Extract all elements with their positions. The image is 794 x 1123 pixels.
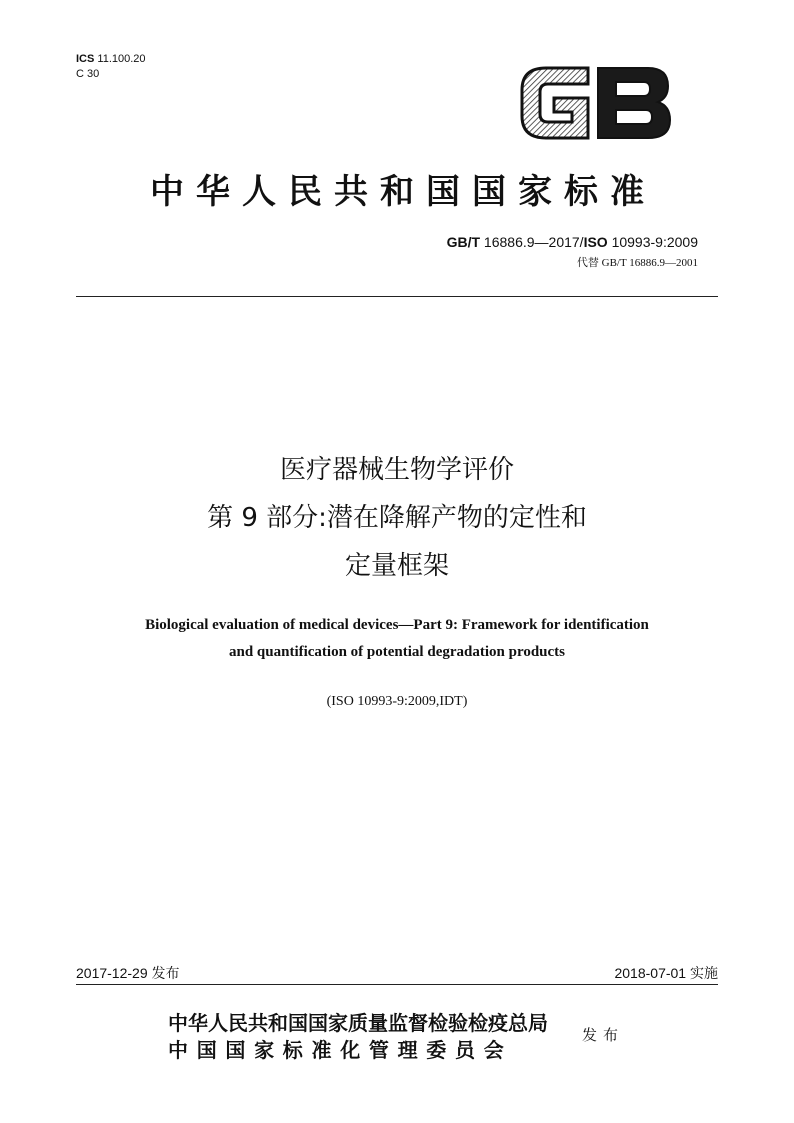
ics-value: 11.100.20 — [97, 53, 146, 65]
iso-equivalence: (ISO 10993-9:2009,IDT) — [326, 694, 468, 709]
english-title-line-1: Biological evaluation of medical devices—Part 9: Framework for identification — [145, 617, 649, 633]
chinese-title-line-2: 第 9 部分:潜在降解产物的定性和 — [207, 503, 587, 533]
ics-code — [76, 52, 146, 67]
iso-number: 10993-9:2009 — [611, 234, 698, 250]
gb-logo-icon — [516, 60, 676, 144]
issuer-sac: 中国国家标准化管理委员会 — [168, 1038, 513, 1062]
implementation-date: 2018-07-01 实施 — [614, 965, 718, 981]
country-standard-title: 中华人民共和国国家标准 — [150, 172, 656, 212]
chinese-title — [0, 446, 794, 590]
issuing-authorities — [168, 1010, 548, 1064]
standard-number — [447, 234, 698, 250]
gbt-number: 16886.9—2017/ — [483, 234, 584, 250]
publish-label: 发布 — [582, 1026, 625, 1044]
top-divider — [76, 296, 718, 297]
iso-prefix: ISO — [583, 234, 608, 250]
gbt-prefix: GB/T — [446, 234, 481, 250]
ccs-code: C 30 — [76, 68, 100, 80]
replaces-standard: 代替 GB/T 16886.9—2001 — [576, 257, 698, 269]
ics-label: ICS — [76, 53, 95, 65]
issue-date: 2017-12-29 发布 — [76, 965, 180, 981]
english-title-line-2: and quantification of potential degradation products — [228, 644, 566, 660]
bottom-divider — [76, 984, 718, 985]
issuer-aqsiq: 中华人民共和国国家质量监督检验检疫总局 — [168, 1011, 548, 1035]
chinese-title-line-3: 定量框架 — [344, 551, 449, 581]
classification-codes — [76, 52, 146, 82]
chinese-title-line-1: 医疗器械生物学评价 — [279, 455, 514, 485]
english-title — [0, 612, 794, 666]
